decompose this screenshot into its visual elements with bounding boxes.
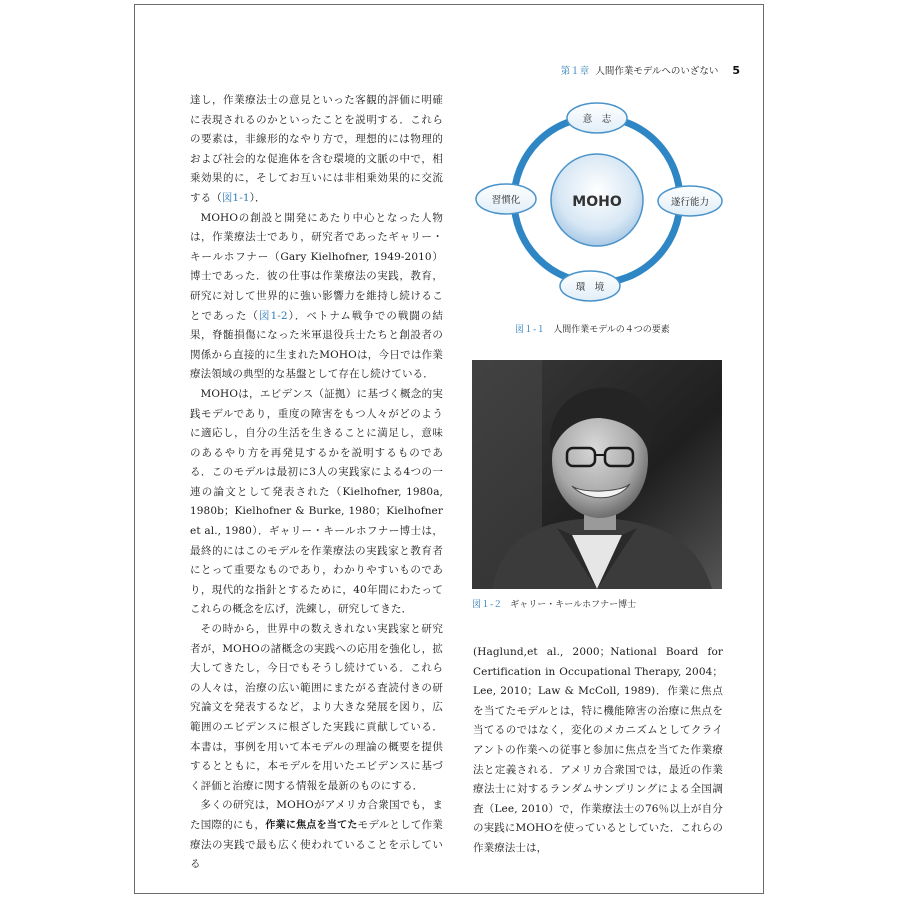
text-run: モデルとして作業療法の実践で最も広く使われていることを示している [190, 818, 443, 871]
portrait-photo [472, 360, 722, 589]
node-volition [567, 103, 627, 133]
figure-reference[interactable]: 図1-2 [258, 309, 288, 322]
portrait-illustration [472, 360, 722, 589]
moho-diagram [470, 100, 725, 315]
text-run: MOHOの創設と開発にあたり中心となった人物は，作業療法士であり，研究者であったギャリー・キールホフナー（Gary Kielhofner, 1949-2010）博士であった．彼の仕事は作業療法の実践，教育，研究に対して世界的に強い影響力を維持し続けることであった（ [190, 211, 443, 322]
page-number: 5 [732, 64, 740, 77]
figure1-caption-text: 人間作業モデルの４つの要素 [553, 325, 670, 335]
figure2-caption-label: 図１-２ [472, 600, 503, 610]
text-run: 達し，作業療法士の意見といった客観的評価に明確に表現されるのかといったことを説明する．これらの要素は，非線形的なやり方で，理想的には物理的および社会的な促進体を含む環境的文脈の中で，相乗効果的に，そしてお互いには非相乗効果的に交流する（ [190, 94, 443, 204]
text-run: 多くの研究は，MOHOがアメリカ合衆国でも，また国際的にも， [190, 799, 443, 831]
figure-reference[interactable]: 図1-1 [221, 191, 250, 204]
node-environment-label: 環 境 [575, 282, 605, 293]
figure1-caption-label: 図１-１ [515, 325, 546, 335]
figure1-caption [515, 322, 670, 335]
node-habituation-label: 習慣化 [491, 195, 521, 206]
node-environment [560, 271, 620, 301]
node-habituation [476, 184, 536, 214]
paragraph: その時から，世界中の数えきれない実践家と研究者が，MOHOの諸概念の実践への応用を強化し，拡大してきたし，今日でもそうし続けている．これらの人々は，治療の広い範囲にまたがる査読付きの研究論文を発表するなど，より大きな発展を図り，広範囲のエビデンスに根ざした実践に貢献している．本書は，事例を用いて本モデルの理論の概要を提供するとともに，本モデルを用いたエビデンスに基づく評価と治療に関する情報を最新のものにする． [190, 623, 443, 792]
moho-center-label: MOHO [572, 194, 622, 210]
paragraph [190, 209, 443, 385]
chapter-label: 第１章 [560, 66, 590, 77]
chapter-title: 人間作業モデルへのいざない [595, 66, 719, 77]
left-column [190, 91, 443, 875]
node-performance-label: 遂行能力 [670, 197, 710, 208]
text-run: ）．ベトナム戦争での戦闘の結果，脊髄損傷になった米軍退役兵士たちと創設者の関係から直接的に生まれたMOHOは，今日では作業療法領域の典型的な基盤として存在し続けている． [190, 309, 444, 381]
paragraph [190, 796, 443, 874]
paragraph: MOHOは，エビデンス（証拠）に基づく概念的実践モデルであり，重度の障害をもつ人々がどのように適応し，自分の生活を生きることに満足し，意味のあるやり方を再発見するかを説明するものである．このモデルは最初に3人の実践家による4つの一連の論文として発表された（Kielhofner, 1980a, 1980b；Kielhofner & Burke, 1980；Kielhofner et al., 1980）．ギャリー・キールホフナー博士は，最終的にはこのモデルを作業療法の実践家と教育者にとって重要なものであり，わかりやすいものであり，現代的な指針とするために，40年間にわたってこれらの概念を広げ，洗練し，研究してきた． [190, 387, 443, 616]
paragraph: (Haglund,et al., 2000；National Board for Certification in Occupational Therapy, 2004；Lee, 2010；Law & McColl, 1989)．作業に焦点を当てたモデルとは，特に機能障害の治療に焦点を当てるのではなく，変化のメカニズムとしてクライアントの作業への従事と参加に焦点を当てた作業療法と定義される．アメリカ合衆国では，最近の作業療法士に対するランダムサンプリングによる全国調査（Lee, 2010）で，作業療法士の76％以上が自分の実践にMOHOを使っているとしていた．これらの作業療法士は， [473, 646, 723, 854]
paragraph [190, 91, 443, 209]
right-column [473, 643, 723, 859]
running-header [520, 63, 740, 79]
figure2-caption [472, 597, 636, 610]
emphasis-text: 作業に焦点を当てた [265, 819, 358, 831]
figure2-caption-text: ギャリー・キールホフナー博士 [510, 600, 637, 610]
text-run: ）． [249, 191, 266, 204]
node-volition-label: 意 志 [582, 114, 612, 125]
node-performance [658, 186, 722, 216]
